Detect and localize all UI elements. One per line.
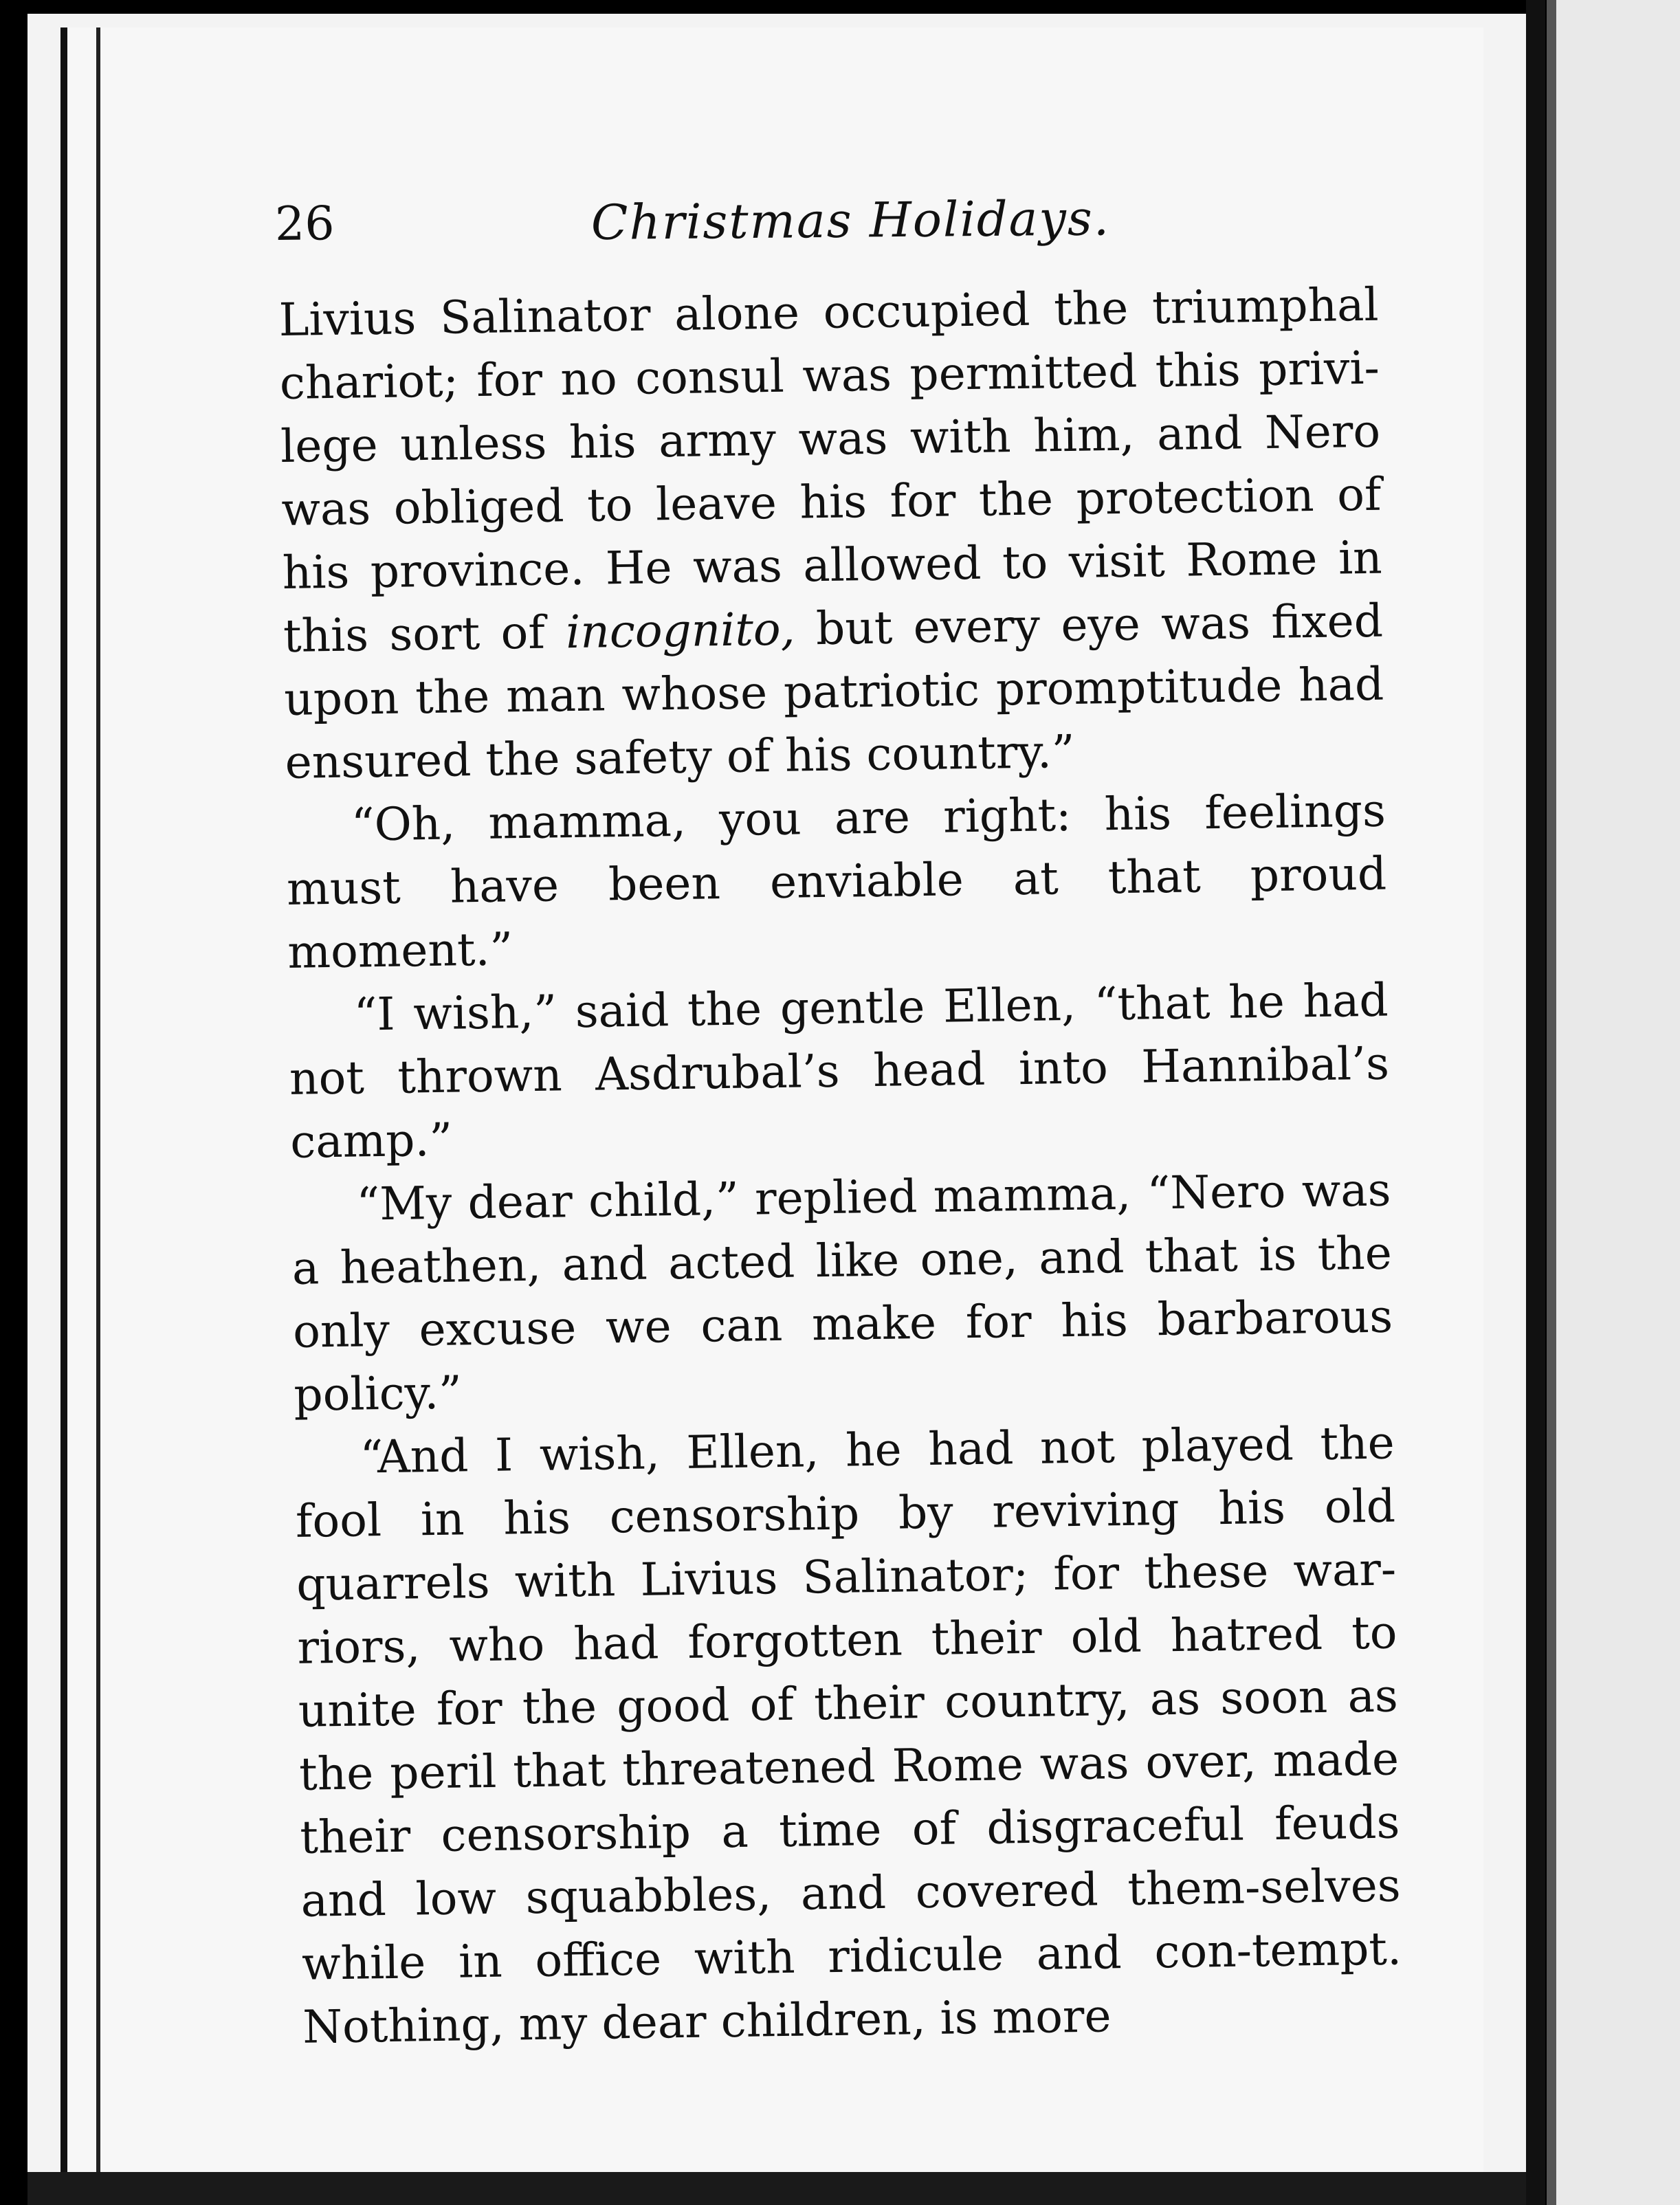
book-gutter <box>1526 0 1545 2205</box>
paragraph: “And I wish, Ellen, he had not played the fool in his censorship by reviving his old quarrels with Livius Salinator; for these war-riors, who had forgotten their old hatred to unite for the good of their country, as soon as the peril that threatened Rome was over, made their censorship a time of disgraceful feuds and low squabbles, and covered them-selves while in office with ridicule and con-tempt. Nothing, my dear children, is more <box>295 1416 1402 2054</box>
page-bottom-edge <box>27 2172 1526 2205</box>
body-text <box>278 274 1403 2059</box>
paragraph <box>278 274 1385 795</box>
running-head <box>275 188 1375 259</box>
paragraph: “Oh, mamma, you are right: his feelings must have been enviable at that proud moment.” <box>286 784 1387 979</box>
facing-page-edge <box>1547 0 1680 2205</box>
page-binding-rule <box>96 27 100 2172</box>
page-number: 26 <box>274 197 335 252</box>
facing-page-shadow <box>1547 0 1556 2205</box>
paragraph-text: but every eye was fixed upon the man whose patriotic promptitude had ensured the safety of his country.” <box>283 594 1384 789</box>
running-title: Christmas Holidays. <box>590 190 1111 251</box>
paragraph: “I wish,” said the gentle Ellen, “that he had not thrown Asdrubal’s head into Hannibal’s camp.” <box>289 973 1390 1168</box>
paragraph-text: Livius Salinator alone occupied the triumphal chariot; for no consul was permitted this privi-lege unless his army was with him, and Nero was obliged to leave his for the protection of his province. He was allowed to visit Rome in this sort of <box>278 278 1383 663</box>
paragraph: “My dear child,” replied mamma, “Nero was a heathen, and acted like one, and that is the only excuse we can make for his barbarous policy.” <box>291 1163 1393 1421</box>
emphasized-word: incognito, <box>565 602 796 659</box>
